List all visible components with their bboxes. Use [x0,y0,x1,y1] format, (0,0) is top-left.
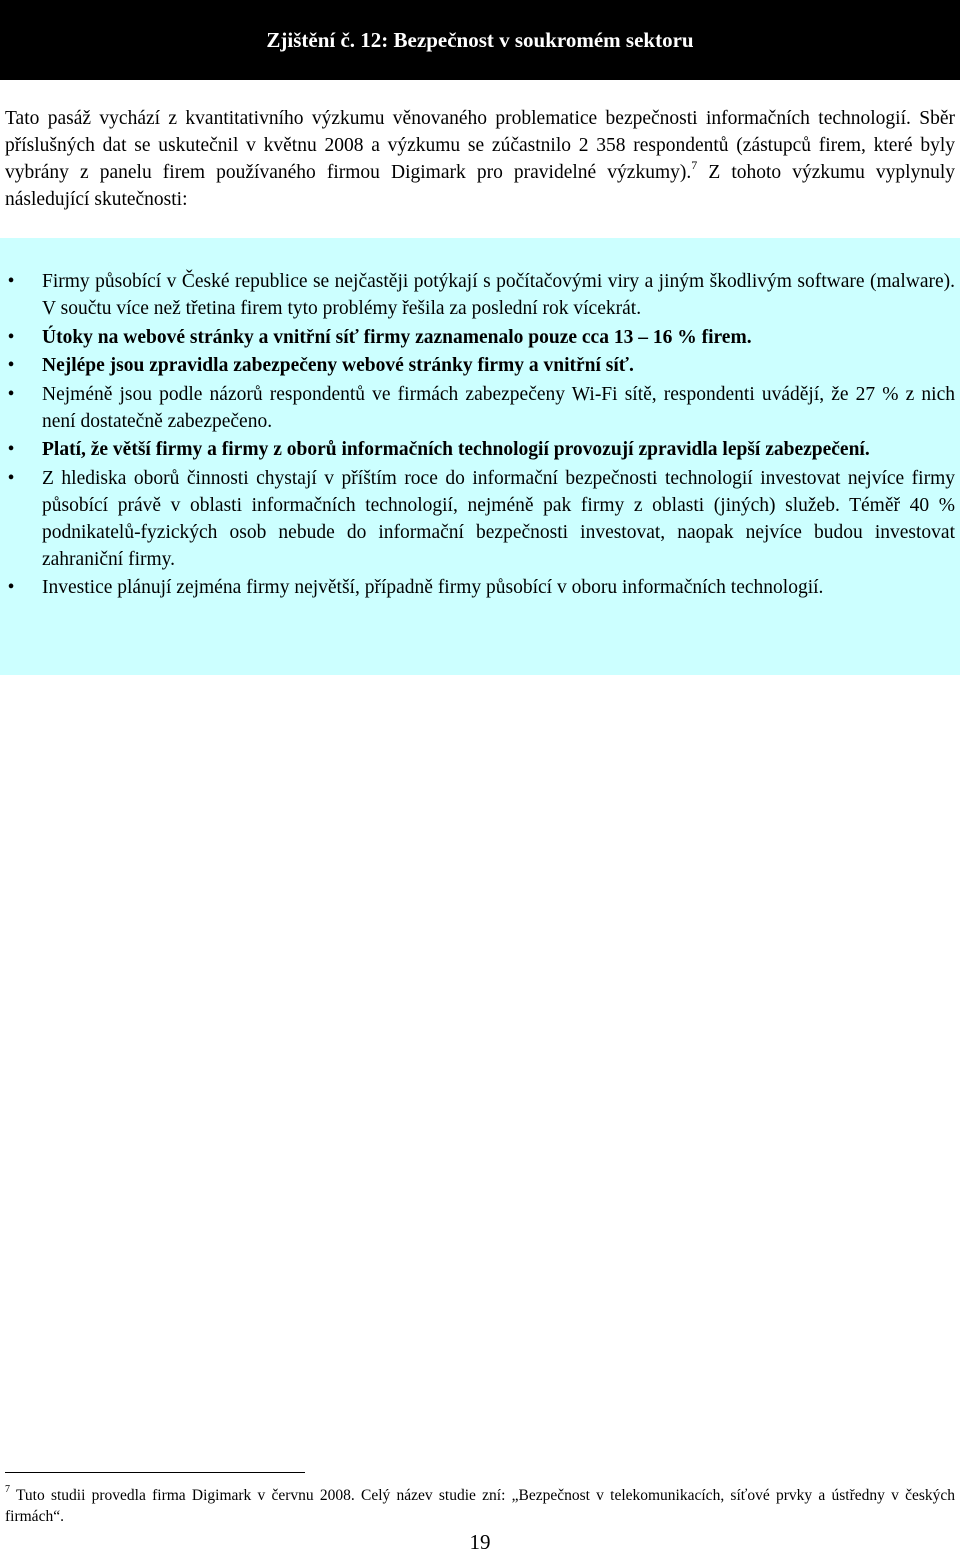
finding-text: Investice plánují zejména firmy největší, případně firmy působící v oboru informačních technologií. [42,577,824,598]
bullet-icon: • [7,467,15,489]
finding-text: Nejméně jsou podle názorů respondentů ve firmách zabezpečeny Wi-Fi sítě, respondenti uvádějí, že 27 % z nich není dostatečně zabezpečeno. [42,383,955,432]
finding-text: Firmy působící v České republice se nejčastěji potýkají s počítačovými viry a jiným škodlivým software (malware). V součtu více než třetina firem tyto problémy řešila za poslední rok vícekrát. [42,271,955,319]
intro-text: Tato pasáž vychází z kvantitativního výzkumu věnovaného problematice bezpečnosti informačních technologií. Sběr příslušných dat se uskutečnil v květnu 2008 a výzkumu se zúčastnilo 2 358 respondentů (zástupců firem, které byly vybrány z panelu firem používaného firmou Digimark pro pravidelné výzkumy). [5,108,955,183]
bullet-icon: • [7,383,15,405]
finding-item [0,268,960,322]
page-title: Zjištění č. 12: Bezpečnost v soukromém sektoru [266,27,694,52]
footnote-text: Tuto studii provedla firma Digimark v červnu 2008. Celý název studie zní: „Bezpečnost v telekomunikacích, síťové prvky a ústředny v českých firmách“. [5,1487,955,1525]
finding-item [0,436,960,463]
finding-text: Útoky na webové stránky a vnitřní síť firmy zaznamenalo pouze cca 13 – 16 % firem. [42,326,752,348]
footnote-number: 7 [5,1484,10,1495]
intro-text-continued: Z tohoto výzkumu vyplynuly následující skutečnosti: [5,162,955,210]
finding-item [0,381,960,435]
page-number: 19 [469,1530,491,1554]
bullet-icon: • [7,439,15,460]
finding-item [0,465,960,573]
finding-item [0,352,960,379]
footnote-reference[interactable]: 7 [691,158,698,172]
finding-item [0,574,960,601]
finding-text: Z hlediska oborů činnosti chystají v příštím roce do informační bezpečnosti technologií investovat nejvíce firmy působící právě v oblasti informačních technologií, nejméně pak firmy z oblasti (jiných) služeb. Téměř 40 % podnikatelů-fyzických osob nebude do informační bezpečnosti investovat, naopak nejvíce budou investovat zahraniční firmy. [42,467,955,570]
findings-list [0,268,960,603]
bullet-icon: • [7,326,15,348]
findings-box [0,238,960,675]
finding-item [0,324,960,351]
footnote-separator [5,1472,305,1473]
bullet-icon: • [7,577,15,598]
finding-text: Nejlépe jsou zpravidla zabezpečeny webové stránky firmy a vnitřní síť. [42,355,634,376]
title-bar [0,0,960,80]
bullet-icon: • [7,271,15,292]
footnote [5,1485,955,1527]
finding-text: Platí, že větší firmy a firmy z oborů informačních technologií provozují zpravidla lepší zabezpečení. [42,439,870,460]
bullet-icon: • [7,355,15,376]
intro-paragraph [5,105,955,213]
